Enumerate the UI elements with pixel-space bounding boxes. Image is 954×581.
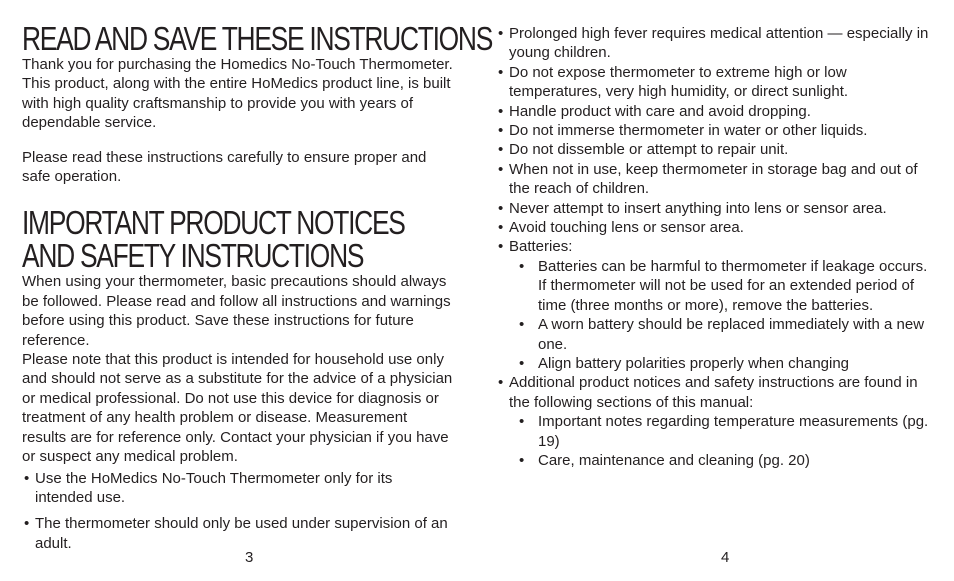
left-bullet-list [22, 469, 454, 554]
list-item: • Never attempt to insert anything into lens or sensor area. [496, 199, 936, 218]
right-page [496, 24, 936, 470]
paragraph-gap [22, 133, 454, 148]
list-item: • Do not immerse thermometer in water or other liquids. [496, 121, 936, 140]
additional-item: • Additional product notices and safety instructions are found in the following sections of this manual: [496, 373, 936, 412]
household-paragraph: Please note that this product is intended for household use only and should not serve as a substitute for the advice of a physician or medical professional. Do not use this device for diagnosis or treatment of any health problem or disease. Measurement results are for reference only. Contact your physician if you have or suspect any medical problem. [22, 351, 453, 466]
precautions-paragraph: When using your thermometer, basic precautions should always be followed. Please read and follow all instructions and warnings before using this product. Save these instructions for future reference. [22, 273, 451, 349]
list-item: • When not in use, keep thermometer in storage bag and out of the reach of children. [496, 160, 936, 199]
list-item: • Do not expose thermometer to extreme high or low temperatures, very high humidity, or direct sunlight. [496, 63, 936, 102]
safety-bullet-list [496, 24, 936, 257]
list-item: • The thermometer should only be used under supervision of an adult. [22, 514, 454, 553]
list-item: • Avoid touching lens or sensor area. [496, 218, 936, 237]
batteries-label: Batteries: [509, 238, 573, 256]
list-item: • Important notes regarding temperature measurements (pg. 19) [496, 412, 936, 451]
additional-sublist [496, 412, 936, 470]
read-carefully-paragraph: Please read these instructions carefully to ensure proper and safe operation. [22, 148, 427, 186]
list-item: • Use the HoMedics No-Touch Thermometer only for its intended use. [22, 469, 454, 508]
left-page [22, 20, 493, 553]
list-item: • Align battery polarities properly when changing [496, 354, 936, 373]
heading-important-line1: IMPORTANT PRODUCT NOTICES [22, 204, 405, 242]
battery-sublist [496, 257, 936, 373]
list-item: • Care, maintenance and cleaning (pg. 20) [496, 451, 936, 470]
heading-important-line2: AND SAFETY INSTRUCTIONS [22, 237, 364, 275]
page-number-right: 4 [721, 549, 730, 566]
list-item: • Batteries can be harmful to thermometer if leakage occurs. If thermometer will not be used for an extended period of time (three months or more), remove the batteries. [496, 257, 936, 315]
intro-paragraph: Thank you for purchasing the Homedics No-Touch Thermometer. This product, along with the entire HoMedics product line, is built with high quality craftsmanship to provide you with years of dependable service. [22, 56, 453, 132]
list-item: • A worn battery should be replaced immediately with a new one. [496, 315, 936, 354]
list-item: • Prolonged high fever requires medical attention — especially in young children. [496, 24, 936, 63]
heading-read-and-save: READ AND SAVE THESE INSTRUCTIONS [22, 20, 493, 57]
list-item: • Do not dissemble or attempt to repair unit. [496, 140, 936, 159]
batteries-item [496, 237, 936, 256]
page-number-left: 3 [245, 549, 254, 566]
heading-important-notices [22, 204, 405, 275]
list-item: • Handle product with care and avoid dropping. [496, 102, 936, 121]
additional-list [496, 373, 936, 412]
